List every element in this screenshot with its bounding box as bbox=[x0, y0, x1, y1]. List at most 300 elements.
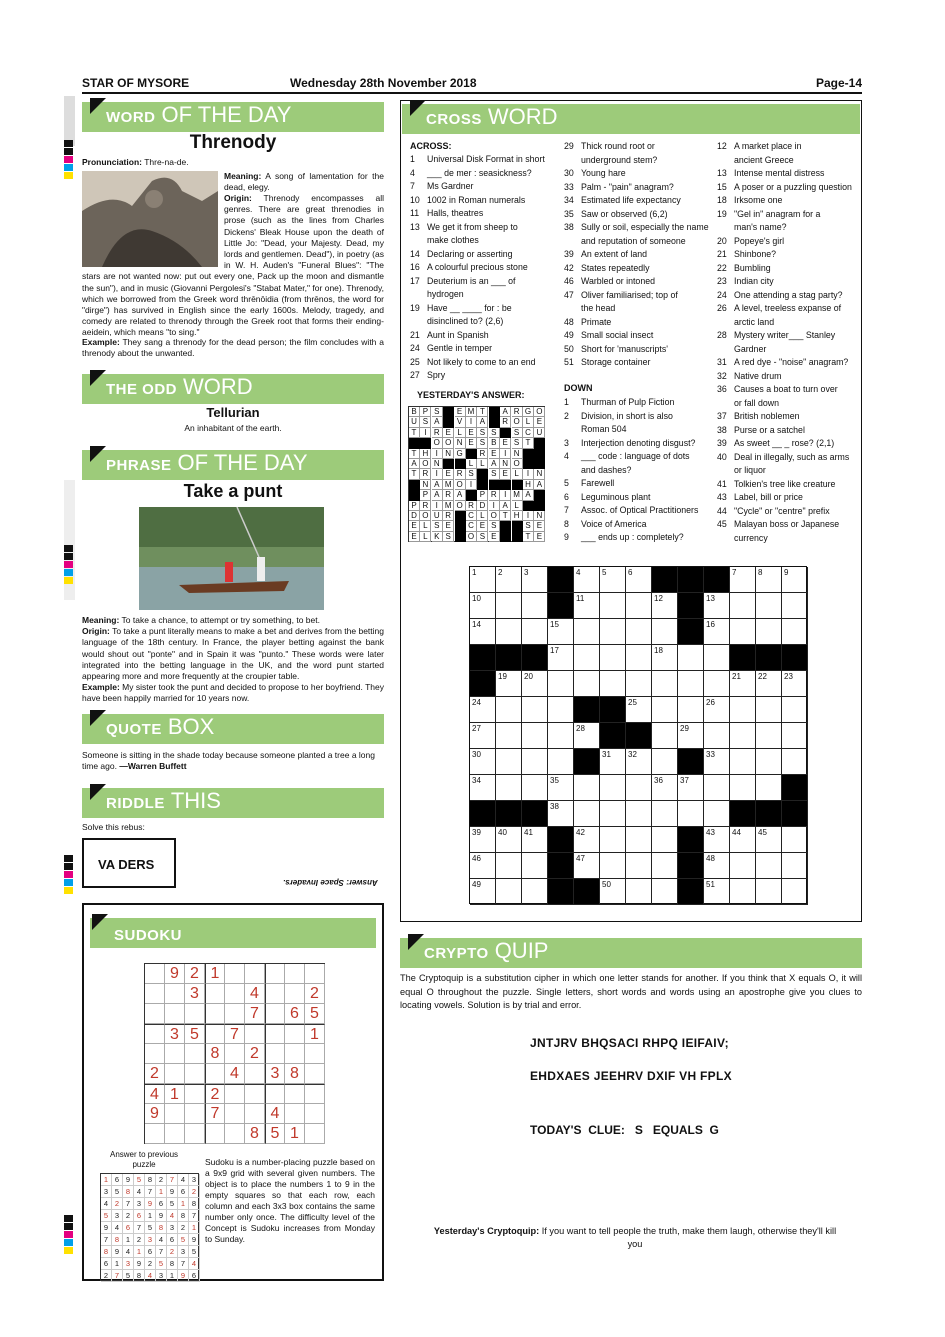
crossword-cell bbox=[496, 723, 522, 749]
yesterday-cell: R bbox=[455, 469, 466, 479]
yesterday-cell bbox=[409, 480, 420, 490]
clue-number: 13 bbox=[717, 168, 727, 178]
clue-text: Bumbling bbox=[734, 262, 771, 273]
across-clue-item bbox=[564, 343, 714, 357]
sudoku-cell bbox=[185, 1004, 205, 1024]
clue-number: 33 bbox=[564, 181, 574, 192]
sudoku-prev-cell: 2 bbox=[167, 1246, 178, 1258]
clue-text: Oliver familiarised; top of bbox=[581, 289, 678, 300]
sudoku-cell bbox=[145, 1004, 165, 1024]
sudoku-prev-cell: 1 bbox=[156, 1186, 167, 1198]
crossword-cell bbox=[574, 827, 600, 853]
cell-number: 31 bbox=[602, 750, 611, 759]
sudoku-cell: 8 bbox=[285, 1064, 305, 1084]
crossword-cell bbox=[678, 879, 704, 905]
crossword-cell bbox=[756, 697, 782, 723]
yesterday-cell: L bbox=[512, 469, 523, 479]
clue-number: 8 bbox=[564, 518, 569, 529]
crossword-cell bbox=[496, 671, 522, 697]
down-clue-item bbox=[717, 140, 862, 154]
yesterday-cell: E bbox=[489, 449, 500, 459]
sudoku-prev-cell: 9 bbox=[101, 1222, 112, 1234]
across-clue-item bbox=[410, 194, 560, 208]
sudoku-cell bbox=[225, 1124, 245, 1144]
sudoku-cell bbox=[205, 1124, 225, 1144]
crossword-cell bbox=[470, 749, 496, 775]
clue-text: make clothes bbox=[427, 235, 479, 245]
yesterday-cell: E bbox=[500, 469, 511, 479]
sudoku-prev-cell: 8 bbox=[101, 1246, 112, 1258]
yesterday-cell: E bbox=[466, 428, 477, 438]
across-clue-item bbox=[410, 275, 560, 289]
clue-number: 35 bbox=[564, 208, 574, 219]
page-number: Page-14 bbox=[815, 76, 862, 90]
clue-text: Spry bbox=[427, 370, 446, 380]
yesterday-cell: I bbox=[500, 490, 511, 500]
clue-number: 2 bbox=[564, 410, 569, 421]
crossword-cell bbox=[704, 645, 730, 671]
crossword-cell bbox=[730, 619, 756, 645]
registration-mark bbox=[64, 1239, 73, 1246]
clue-text: One attending a stag party? bbox=[734, 289, 843, 300]
crossword-cell bbox=[626, 645, 652, 671]
cell-number: 14 bbox=[472, 620, 481, 629]
sudoku-prev-cell: 4 bbox=[189, 1258, 200, 1270]
clue-text: ancient Greece bbox=[734, 154, 794, 165]
crossword-cell bbox=[496, 645, 522, 671]
crossword-cell bbox=[522, 853, 548, 879]
down-clue-item bbox=[717, 410, 862, 424]
yesterday-cell: L bbox=[420, 521, 431, 531]
yesterday-cell bbox=[443, 407, 454, 417]
sudoku-prev-cell: 7 bbox=[112, 1270, 123, 1282]
sudoku-prev-cell: 4 bbox=[178, 1174, 189, 1186]
sudoku-cell bbox=[145, 1024, 165, 1044]
sudoku-cell: 6 bbox=[285, 1004, 305, 1024]
yesterday-cell: E bbox=[466, 438, 477, 448]
yesterday-cell: L bbox=[512, 501, 523, 511]
cryptoquip-banner-b: QUIP bbox=[494, 938, 549, 963]
yesterday-cell: A bbox=[409, 459, 420, 469]
yesterday-cell: A bbox=[523, 490, 534, 500]
crossword-cell bbox=[678, 593, 704, 619]
crossword-cell bbox=[548, 879, 574, 905]
yesterday-cell: G bbox=[455, 449, 466, 459]
clue-number: 24 bbox=[410, 343, 420, 353]
yesterday-cell: L bbox=[420, 532, 431, 542]
yesterday-cell: H bbox=[512, 511, 523, 521]
cryptoquip-banner bbox=[400, 938, 862, 968]
yesterday-cell: E bbox=[534, 521, 545, 531]
crossword-cell bbox=[730, 723, 756, 749]
crossword-cell bbox=[496, 827, 522, 853]
crossword-cell bbox=[522, 619, 548, 645]
yesterday-cell: N bbox=[455, 438, 466, 448]
cell-number: 4 bbox=[576, 568, 581, 577]
crossword-cell bbox=[782, 671, 808, 697]
clue-text: Division, in short is also bbox=[581, 410, 673, 421]
yesterday-cell: A bbox=[477, 417, 488, 427]
yesterday-cell: I bbox=[432, 469, 443, 479]
sudoku-prev-cell: 2 bbox=[189, 1186, 200, 1198]
down-clue-item bbox=[564, 437, 714, 451]
yesterday-cell: H bbox=[420, 449, 431, 459]
across-clue-item bbox=[564, 167, 714, 181]
clue-number: 36 bbox=[717, 384, 727, 394]
down-clue-item bbox=[564, 518, 714, 532]
sudoku-cell bbox=[265, 1024, 285, 1044]
clue-text: Have __ ____ for : be bbox=[427, 302, 512, 313]
yesterday-cell bbox=[512, 532, 523, 542]
cell-number: 37 bbox=[680, 776, 689, 785]
crossword-cell bbox=[522, 801, 548, 827]
cell-number: 29 bbox=[680, 724, 689, 733]
crossword-cell bbox=[470, 619, 496, 645]
crossword-cell bbox=[574, 645, 600, 671]
crossword-cell bbox=[652, 593, 678, 619]
sudoku-cell bbox=[165, 1004, 185, 1024]
yesterday-cell bbox=[409, 490, 420, 500]
yesterday-cell: S bbox=[466, 469, 477, 479]
yesterday-cell: T bbox=[500, 511, 511, 521]
down-clue-item bbox=[717, 221, 862, 235]
sudoku-cell: 2 bbox=[145, 1064, 165, 1084]
yesterday-cell: I bbox=[466, 417, 477, 427]
yesterday-cell: B bbox=[489, 438, 500, 448]
cell-number: 13 bbox=[706, 594, 715, 603]
yesterday-cell: U bbox=[432, 511, 443, 521]
registration-mark bbox=[64, 887, 73, 894]
sudoku-prev-cell: 7 bbox=[189, 1210, 200, 1222]
down-clue-item bbox=[564, 396, 714, 410]
down-clue-item bbox=[717, 343, 862, 357]
wotd-example: Example: They sang a threnody for the dead person; the film concludes with a threnody about the unwanted. bbox=[82, 337, 384, 359]
yesterday-cell: T bbox=[477, 407, 488, 417]
crossword-cell bbox=[626, 749, 652, 775]
crossword-cell bbox=[600, 775, 626, 801]
crossword-cell bbox=[626, 671, 652, 697]
crossword-cell bbox=[782, 619, 808, 645]
sudoku-prev-cell: 7 bbox=[123, 1198, 134, 1210]
registration-mark bbox=[64, 569, 73, 576]
crossword-cell bbox=[626, 801, 652, 827]
yesterday-cell: O bbox=[489, 511, 500, 521]
yesterday-cell bbox=[523, 459, 534, 469]
crossword-cell bbox=[574, 593, 600, 619]
sudoku-prev-cell: 1 bbox=[134, 1246, 145, 1258]
cell-number: 10 bbox=[472, 594, 481, 603]
yesterday-cell: L bbox=[455, 428, 466, 438]
yesterday-cell: L bbox=[477, 459, 488, 469]
clue-text: disinclined to? (2,6) bbox=[427, 316, 504, 326]
yesterday-cell: A bbox=[500, 501, 511, 511]
sudoku-prev-cell: 5 bbox=[112, 1186, 123, 1198]
sudoku-banner bbox=[90, 918, 376, 948]
crossword-cell bbox=[678, 749, 704, 775]
yesterday-cell: R bbox=[432, 428, 443, 438]
sudoku-prev-cell: 2 bbox=[123, 1210, 134, 1222]
crossword-cell bbox=[496, 853, 522, 879]
sudoku-prev-cell: 7 bbox=[167, 1174, 178, 1186]
clue-text: Voice of America bbox=[581, 518, 647, 529]
sudoku-prev-cell: 4 bbox=[101, 1198, 112, 1210]
yesterday-cell: A bbox=[500, 407, 511, 417]
crossword-cell bbox=[704, 671, 730, 697]
crossword-cell bbox=[548, 853, 574, 879]
sudoku-cell bbox=[185, 1084, 205, 1104]
yesterday-cell: C bbox=[523, 428, 534, 438]
crossword-cell bbox=[496, 697, 522, 723]
sudoku-prev-cell: 6 bbox=[167, 1234, 178, 1246]
clue-number: 48 bbox=[564, 316, 574, 327]
across-clue-item bbox=[410, 288, 560, 302]
crossword-cell bbox=[704, 749, 730, 775]
across-clue-item bbox=[410, 261, 560, 275]
crossword-cell bbox=[600, 619, 626, 645]
crossword-cell bbox=[600, 697, 626, 723]
sudoku-prev-cell: 7 bbox=[178, 1258, 189, 1270]
yesterday-cell: C bbox=[466, 521, 477, 531]
odd-word: Tellurian bbox=[206, 405, 260, 420]
sudoku-prev-cell: 2 bbox=[178, 1222, 189, 1234]
down-clue-item bbox=[564, 423, 714, 437]
crossword-cell bbox=[730, 671, 756, 697]
yesterday-cell: L bbox=[466, 459, 477, 469]
crossword-cell bbox=[470, 567, 496, 593]
riddle-prompt: Solve this rebus: bbox=[82, 822, 145, 832]
clue-text: Leguminous plant bbox=[581, 491, 651, 502]
across-clue-item bbox=[410, 302, 560, 316]
cell-number: 15 bbox=[550, 620, 559, 629]
clue-text: hydrogen bbox=[427, 289, 464, 299]
across-clue-item bbox=[564, 329, 714, 343]
clue-text: and reputation of someone bbox=[581, 235, 686, 246]
yesterday-cell: E bbox=[455, 407, 466, 417]
cell-number: 1 bbox=[472, 568, 477, 577]
sudoku-prev-cell: 3 bbox=[123, 1258, 134, 1270]
clue-text: British noblemen bbox=[734, 411, 800, 421]
sudoku-cell: 1 bbox=[305, 1024, 325, 1044]
sudoku-cell bbox=[245, 1024, 265, 1044]
down-clue-item bbox=[717, 464, 862, 478]
down-clue-item bbox=[564, 464, 714, 478]
yesterday-cell bbox=[489, 480, 500, 490]
yesterday-cell: P bbox=[409, 501, 420, 511]
corner-triangle bbox=[90, 710, 106, 726]
crossword-cell bbox=[574, 697, 600, 723]
clue-text: Estimated life expectancy bbox=[581, 195, 681, 205]
sudoku-cell bbox=[285, 1044, 305, 1064]
sudoku-grid bbox=[144, 963, 325, 1144]
sudoku-cell: 7 bbox=[225, 1024, 245, 1044]
sudoku-cell bbox=[185, 1104, 205, 1124]
crossword-cell bbox=[496, 619, 522, 645]
yesterday-cell: E bbox=[443, 428, 454, 438]
crossword-cell bbox=[626, 697, 652, 723]
crossword-cell bbox=[730, 749, 756, 775]
crossword-cell bbox=[730, 593, 756, 619]
clue-number: 31 bbox=[717, 357, 727, 367]
yesterday-cell: L bbox=[477, 511, 488, 521]
clue-text: A red dye - "noise" anagram? bbox=[734, 357, 849, 367]
down-clue-item bbox=[717, 383, 862, 397]
crossword-cell bbox=[782, 567, 808, 593]
clue-number: 4 bbox=[564, 451, 569, 461]
crossword-cell bbox=[600, 879, 626, 905]
yesterday-cell: R bbox=[420, 501, 431, 511]
yesterday-cell: S bbox=[432, 407, 443, 417]
sudoku-prev-cell: 7 bbox=[156, 1246, 167, 1258]
across-clue-item bbox=[564, 194, 714, 208]
yesterday-cell: O bbox=[420, 459, 431, 469]
crossword-cell bbox=[574, 775, 600, 801]
sudoku-cell bbox=[265, 1044, 285, 1064]
yesterday-cell: T bbox=[523, 438, 534, 448]
crossword-cell bbox=[574, 671, 600, 697]
clue-text: Interjection denoting disgust? bbox=[581, 437, 696, 448]
sudoku-prev-cell: 9 bbox=[145, 1198, 156, 1210]
crossword-cell bbox=[522, 567, 548, 593]
yesterday-cell: T bbox=[409, 449, 420, 459]
cell-number: 39 bbox=[472, 828, 481, 837]
cell-number: 30 bbox=[472, 750, 481, 759]
crossword-cell bbox=[730, 879, 756, 905]
registration-mark bbox=[64, 172, 73, 179]
clue-number: 22 bbox=[717, 262, 727, 273]
crossword-banner-a: CROSS bbox=[426, 111, 482, 128]
clue-number: 14 bbox=[410, 248, 420, 259]
clue-text: Tolkien's tree like creature bbox=[734, 478, 836, 489]
clue-text: Not likely to come to an end bbox=[427, 356, 536, 367]
sudoku-prev-cell: 9 bbox=[189, 1234, 200, 1246]
cell-number: 34 bbox=[472, 776, 481, 785]
clue-text: arctic land bbox=[734, 316, 775, 327]
crossword-cell bbox=[600, 801, 626, 827]
sudoku-cell: 3 bbox=[185, 984, 205, 1004]
crossword-cell bbox=[782, 827, 808, 853]
clue-text: As sweet __ _ rose? (2,1) bbox=[734, 438, 835, 448]
cell-number: 20 bbox=[524, 672, 533, 681]
sudoku-prev-cell: 8 bbox=[156, 1222, 167, 1234]
yesterday-cell bbox=[489, 407, 500, 417]
sudoku-cell bbox=[205, 1024, 225, 1044]
yesterday-cell bbox=[523, 449, 534, 459]
yesterday-cell bbox=[466, 449, 477, 459]
down-clue-item bbox=[564, 531, 714, 545]
crossword-cell bbox=[756, 671, 782, 697]
clue-number: 9 bbox=[564, 532, 569, 542]
yesterday-cell: A bbox=[432, 480, 443, 490]
sudoku-cell bbox=[225, 1044, 245, 1064]
crossword-cell bbox=[652, 723, 678, 749]
clue-number: 30 bbox=[564, 168, 574, 178]
down-clue-item bbox=[717, 424, 862, 438]
across-clue-item bbox=[410, 356, 560, 370]
yesterday-cell: P bbox=[477, 490, 488, 500]
crossword-cell bbox=[626, 723, 652, 749]
clue-text: Palm - "pain" anagram? bbox=[581, 181, 674, 192]
sudoku-cell bbox=[285, 1084, 305, 1104]
down-clue-item bbox=[717, 275, 862, 289]
yesterday-cell: M bbox=[443, 480, 454, 490]
yesterday-cell: E bbox=[443, 469, 454, 479]
yesterday-cell: I bbox=[489, 501, 500, 511]
crossword-cell bbox=[730, 827, 756, 853]
clue-text: Assoc. of Optical Practitioners bbox=[581, 505, 699, 515]
sudoku-cell: 2 bbox=[205, 1084, 225, 1104]
crossword-cell bbox=[678, 567, 704, 593]
sudoku-prev-cell: 8 bbox=[112, 1234, 123, 1246]
sudoku-prev-cell: 6 bbox=[178, 1186, 189, 1198]
clue-number: 46 bbox=[564, 276, 574, 286]
yesterday-cell: N bbox=[500, 459, 511, 469]
crossword-cell bbox=[574, 801, 600, 827]
sudoku-cell bbox=[285, 964, 305, 984]
yesterday-cell: E bbox=[500, 438, 511, 448]
cryptoquip-line-1: JNTJRV BHQSACI RHPQ IEIFAIV; bbox=[530, 1036, 729, 1050]
yesterday-answer-label: YESTERDAY'S ANSWER: bbox=[417, 390, 525, 400]
yesterday-cell: O bbox=[512, 417, 523, 427]
clue-text: Thick round root or bbox=[581, 141, 655, 151]
clue-text: Universal Disk Format in short bbox=[427, 154, 545, 164]
clue-text: Thurman of Pulp Fiction bbox=[581, 397, 675, 407]
crossword-cell bbox=[678, 723, 704, 749]
crossword-cell bbox=[548, 827, 574, 853]
crossword-cell bbox=[574, 567, 600, 593]
yesterday-cell: R bbox=[512, 407, 523, 417]
registration-mark bbox=[64, 545, 73, 552]
crossword-cell bbox=[678, 853, 704, 879]
across-clue-item bbox=[410, 153, 560, 167]
across-clue-item bbox=[564, 154, 714, 168]
crossword-cell bbox=[756, 567, 782, 593]
crossword-cell bbox=[756, 593, 782, 619]
yesterday-cell: N bbox=[443, 449, 454, 459]
wotd-word: Threnody bbox=[189, 132, 277, 153]
crossword-cell bbox=[652, 827, 678, 853]
clue-text: Farewell bbox=[581, 478, 615, 488]
sudoku-prev-cell: 3 bbox=[167, 1222, 178, 1234]
crossword-cell bbox=[652, 645, 678, 671]
crossword-cell bbox=[470, 645, 496, 671]
crossword-cell bbox=[756, 749, 782, 775]
down-clue-item bbox=[717, 194, 862, 208]
sudoku-cell: 2 bbox=[185, 964, 205, 984]
sudoku-previous-grid bbox=[100, 1173, 199, 1281]
yesterday-cell bbox=[534, 459, 545, 469]
yesterday-cell: I bbox=[420, 428, 431, 438]
yesterday-cell: R bbox=[500, 417, 511, 427]
sudoku-prev-cell: 8 bbox=[145, 1174, 156, 1186]
yesterday-cell: P bbox=[420, 490, 431, 500]
wotd-meaning-origin-a: Meaning: A song of lamentation for the dead, elegy. bbox=[224, 171, 384, 193]
clue-number: 21 bbox=[410, 329, 420, 340]
clue-number: 7 bbox=[564, 505, 569, 515]
clue-text: Mystery writer___ Stanley bbox=[734, 330, 836, 340]
yesterday-cell: R bbox=[466, 501, 477, 511]
yesterday-cell: S bbox=[443, 532, 454, 542]
crossword-cell bbox=[652, 671, 678, 697]
clue-text: ___ de mer : seasickness? bbox=[427, 167, 532, 178]
sudoku-prev-cell: 4 bbox=[156, 1234, 167, 1246]
sudoku-cell bbox=[305, 964, 325, 984]
clue-number: 24 bbox=[717, 289, 727, 300]
sudoku-prev-cell: 9 bbox=[178, 1270, 189, 1282]
clue-text: underground stem? bbox=[581, 154, 658, 165]
clue-number: 12 bbox=[717, 141, 727, 151]
crossword-grid bbox=[469, 566, 807, 904]
sudoku-cell bbox=[265, 984, 285, 1004]
